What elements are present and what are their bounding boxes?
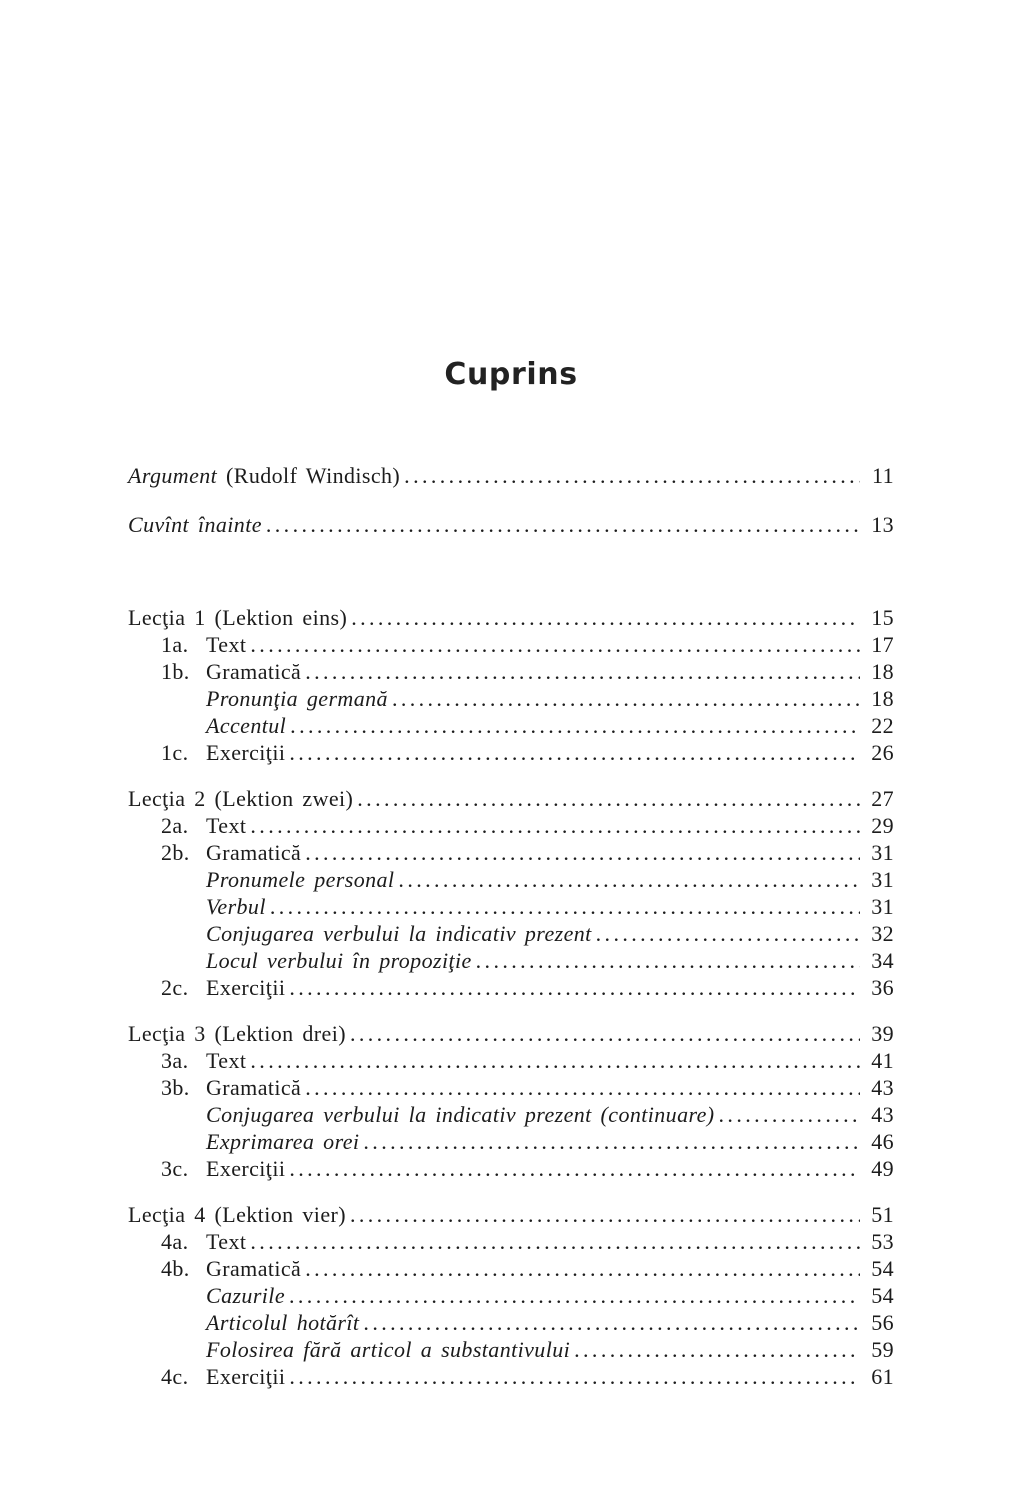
dot-leader (305, 839, 860, 866)
page-number: 61 (871, 1364, 894, 1389)
page-number: 13 (871, 512, 894, 537)
dot-leader (289, 739, 860, 766)
entry-label: Conjugarea verbului la indicativ prezent (continuare) (206, 1102, 715, 1127)
page-number: 22 (871, 713, 894, 738)
dot-leader (289, 1282, 860, 1309)
lesson-subtopic (128, 947, 894, 974)
page-number: 41 (871, 1048, 894, 1073)
lesson-subtopic (128, 1336, 894, 1363)
lesson-heading (128, 785, 894, 812)
page-number: 43 (871, 1102, 894, 1127)
lesson-subtopic (128, 1128, 894, 1155)
entry-label: Exerciţii (206, 1156, 286, 1181)
page-number: 59 (871, 1337, 894, 1362)
lesson-heading (128, 1201, 894, 1228)
entry-label: Text (206, 1229, 247, 1254)
dot-leader (404, 462, 860, 489)
dot-leader (250, 631, 860, 658)
dot-leader (350, 1201, 860, 1228)
dot-leader (289, 1363, 860, 1390)
entry-label: Exprimarea orei (206, 1129, 360, 1154)
dot-leader (596, 920, 860, 947)
entry-label: Articolul hotărît (206, 1310, 360, 1335)
entry-label (128, 511, 262, 538)
dot-leader (266, 511, 860, 538)
page-number: 18 (871, 659, 894, 684)
item-number: 3a. (161, 1048, 189, 1073)
lesson-section (128, 1020, 894, 1182)
entry-label: Text (206, 632, 247, 657)
lesson-subtopic (128, 920, 894, 947)
dot-leader (398, 866, 860, 893)
item-number: 3c. (161, 1156, 189, 1181)
dot-leader (305, 1255, 860, 1282)
lesson-title: Lecţia 3 (Lektion drei) (128, 1021, 346, 1046)
dot-leader (574, 1336, 860, 1363)
page-number: 56 (871, 1310, 894, 1335)
toc-entry (128, 511, 894, 538)
page-number: 17 (871, 632, 894, 657)
dot-leader (363, 1128, 860, 1155)
page-number: 31 (871, 894, 894, 919)
entry-label: Conjugarea verbului la indicativ prezent (206, 921, 592, 946)
entry-label: Pronumele personal (206, 867, 395, 892)
lesson-item (128, 974, 894, 1001)
dot-leader (351, 604, 860, 631)
lesson-section (128, 604, 894, 766)
page-number: 36 (871, 975, 894, 1000)
page-number: 31 (871, 840, 894, 865)
dot-leader (350, 1020, 860, 1047)
dot-leader (392, 685, 860, 712)
entry-label: Gramatică (206, 1075, 302, 1100)
entry-label: Pronunţia germană (206, 686, 388, 711)
page-number: 43 (871, 1075, 894, 1100)
entry-label: Gramatică (206, 840, 302, 865)
page-number: 27 (871, 786, 894, 811)
page-number: 54 (871, 1256, 894, 1281)
item-number: 4c. (161, 1364, 189, 1389)
toc-entry (128, 462, 894, 489)
lesson-item (128, 1228, 894, 1255)
page-number: 11 (872, 463, 894, 488)
dot-leader (250, 1047, 860, 1074)
entry-label: Exerciţii (206, 975, 286, 1000)
entry-label: Gramatică (206, 659, 302, 684)
lesson-section (128, 1201, 894, 1390)
item-number: 3b. (161, 1075, 190, 1100)
lesson-subtopic (128, 893, 894, 920)
item-number: 2b. (161, 840, 190, 865)
entry-label: Text (206, 1048, 247, 1073)
lesson-subtopic (128, 1282, 894, 1309)
page-number: 39 (871, 1021, 894, 1046)
lesson-subtopic (128, 1309, 894, 1336)
entry-label: Verbul (206, 894, 266, 919)
entry-label: Accentul (206, 713, 287, 738)
entry-label (128, 462, 400, 489)
dot-leader (270, 893, 860, 920)
dot-leader (305, 1074, 860, 1101)
lesson-item (128, 839, 894, 866)
entry-label: Locul verbului în propoziţie (206, 948, 472, 973)
dot-leader (250, 812, 860, 839)
page-number: 53 (871, 1229, 894, 1254)
lesson-heading (128, 604, 894, 631)
lesson-item (128, 631, 894, 658)
entry-label-roman: (Rudolf Windisch) (217, 463, 401, 488)
page-number: 18 (871, 686, 894, 711)
item-number: 1b. (161, 659, 190, 684)
dot-leader (363, 1309, 860, 1336)
entry-label: Text (206, 813, 247, 838)
lesson-title: Lecţia 2 (Lektion zwei) (128, 786, 354, 811)
page-number: 51 (871, 1202, 894, 1227)
page-number: 15 (871, 605, 894, 630)
dot-leader (305, 658, 860, 685)
entry-label: Exerciţii (206, 1364, 286, 1389)
page-number: 26 (871, 740, 894, 765)
dot-leader (289, 974, 860, 1001)
entry-label: Cazurile (206, 1283, 285, 1308)
entry-label: Folosirea fără articol a substantivului (206, 1337, 571, 1362)
item-number: 1c. (161, 740, 189, 765)
entry-label-italic: Cuvînt înainte (128, 512, 262, 537)
page-number: 49 (871, 1156, 894, 1181)
entry-label: Exerciţii (206, 740, 286, 765)
dot-leader (357, 785, 860, 812)
page-number: 34 (871, 948, 894, 973)
lesson-section (128, 785, 894, 1001)
lesson-item (128, 1255, 894, 1282)
page-number: 46 (871, 1129, 894, 1154)
dot-leader (250, 1228, 860, 1255)
lesson-item (128, 658, 894, 685)
lesson-subtopic (128, 1101, 894, 1128)
entry-label: Gramatică (206, 1256, 302, 1281)
lesson-title: Lecţia 4 (Lektion vier) (128, 1202, 346, 1227)
item-number: 4a. (161, 1229, 189, 1254)
item-number: 1a. (161, 632, 189, 657)
lesson-title: Lecţia 1 (Lektion eins) (128, 605, 348, 630)
lesson-subtopic (128, 712, 894, 739)
lesson-item (128, 1074, 894, 1101)
lesson-item (128, 1047, 894, 1074)
lesson-subtopic (128, 685, 894, 712)
page-title: Cuprins (444, 357, 578, 392)
lesson-heading (128, 1020, 894, 1047)
lesson-subtopic (128, 866, 894, 893)
lesson-item (128, 1155, 894, 1182)
lesson-item (128, 1363, 894, 1390)
page-number: 31 (871, 867, 894, 892)
item-number: 2c. (161, 975, 189, 1000)
dot-leader (289, 1155, 860, 1182)
dot-leader (719, 1101, 860, 1128)
lesson-item (128, 739, 894, 766)
page-number: 32 (871, 921, 894, 946)
front-matter (128, 462, 894, 538)
page-number: 29 (871, 813, 894, 838)
dot-leader (290, 712, 860, 739)
entry-label-italic: Argument (128, 463, 218, 488)
page-number: 54 (871, 1283, 894, 1308)
dot-leader (476, 947, 860, 974)
item-number: 4b. (161, 1256, 190, 1281)
item-number: 2a. (161, 813, 189, 838)
lesson-item (128, 812, 894, 839)
lessons-list (128, 604, 894, 1390)
